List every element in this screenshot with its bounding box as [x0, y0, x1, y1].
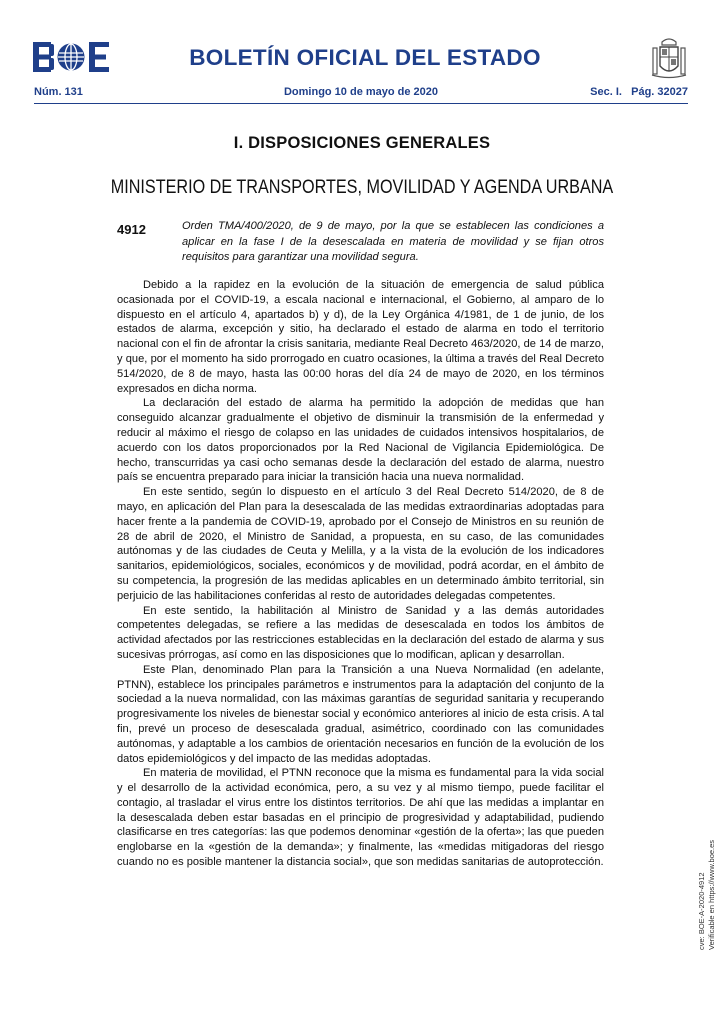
section-title: I. DISPOSICIONES GENERALES — [233, 134, 491, 152]
header-divider — [34, 103, 688, 104]
paragraph: Debido a la rapidez en la evolución de la situación de emergencia de salud pública ocasionada por el COVID-19, a escala nacional e internacional, el Gobierno, al amparo de lo dispuesto en el artículo 4, apartados b) y d), de la Ley Orgánica 4/1981, de 1 de junio, de los estados de alarma, excepción y sitio, ha declarado el estado de alarma en todo el territorio nacional con el fin de afrontar la crisis sanitaria, mediante Real Decreto 463/2020, de 14 de marzo, y que, por el momento ha sido prorrogado en cuatro ocasiones, la última a través del Real Decreto 514/2020, de 8 de mayo, hasta las 00:00 horas del día 24 de mayo de 2020, en los términos expresados en dicha norma. — [117, 279, 604, 395]
paragraph: En materia de movilidad, el PTNN reconoce que la misma es fundamental para la vida social y el desarrollo de la actividad económica, pero, a su vez y al mismo tiempo, puede facilitar el contagio, al trasladar el virus entre los distintos territorios. De ahí que las medidas a implantar en la desescalada deben estar basadas en el principio de progresividad y adaptabilidad, pudiendo clasificarse en tres categorías: las que podemos denominar «gestión de la oferta»; las que pueden englobarse en la «gestión de la demanda»; y finalmente, las «medidas mitigadoras del riesgo cuando no es posible mantener la distancia social», que son medidas sanitarias de autoprotección. — [117, 767, 604, 869]
ministry-title: MINISTERIO DE TRANSPORTES, MOVILIDAD Y AGENDA URBANA — [110, 176, 614, 198]
paragraph: En este sentido, la habilitación al Ministro de Sanidad y a las demás autoridades competentes delegadas, se refiere a las medidas de desescalada en todos los ámbitos de actividad afectados por las restricciones establecidas en la declaración del estado de alarma y sus sucesivas prórrogas, así como en las disposiciones que lo modifican, aplican y desarrollan. — [117, 604, 604, 661]
verification-note — [697, 840, 717, 950]
masthead-title: BOLETÍN OFICIAL DEL ESTADO — [189, 45, 541, 70]
boe-logo-graphic — [33, 42, 109, 72]
order-summary: Orden TMA/400/2020, de 9 de mayo, por la que se establecen las condiciones a aplicar en la fase I de la desescalada en materia de movilidad y se fijan otros requisitos para garantizar una movilidad segura. — [182, 220, 604, 264]
order-number: 4912 — [117, 222, 146, 237]
coat-of-arms-icon — [651, 36, 687, 80]
boe-logo — [33, 42, 109, 72]
paragraph: En este sentido, según lo dispuesto en el artículo 3 del Real Decreto 514/2020, de 8 de mayo, en aplicación del Plan para la desescalada de las medidas extraordinarias adoptadas para hacer frente a la pandemia de COVID-19, aprobado por el Consejo de Ministros en su reunión de 28 de abril de 2020, el Ministro de Sanidad, a propuesta, en su caso, de las comunidades autónomas y de las ciudades de Ceuta y Melilla, y a la vista de la evolución de los indicadores sanitarios, epidemiológicos, sociales, económicos y de movilidad, podrá acordar, en el ámbito de su competencia, la progresión de las medidas aplicables en un determinado ámbito territorial, sin perjuicio de las habilitaciones conferidas al resto de autoridades delegadas competentes. — [117, 486, 604, 602]
issue-number: Núm. 131 — [34, 86, 83, 98]
issue-date: Domingo 10 de mayo de 2020 — [283, 86, 439, 98]
cve-code: cve: BOE-A-2020-4912 — [697, 872, 706, 950]
section-page: Sec. I. Pág. 32027 — [590, 86, 688, 98]
paragraph: Este Plan, denominado Plan para la Transición a una Nueva Normalidad (en adelante, PTNN), establece los principales parámetros e instrumentos para la adaptación del conjunto de la sociedad a la nueva normalidad, con las máximas garantías de seguridad sanitaria y recuperando progresivamente los niveles de bienestar social y económico anteriores al inicio de esta crisis. A tal fin, prevé un proceso de desescalada gradual, asimétrico, coordinado con las comunidades autónomas, y adaptable a los cambios de orientación necesarios en función de la evolución de los datos epidemiológicos y del impacto de las medidas adoptadas. — [117, 663, 604, 765]
verification-link[interactable]: Verificable en https://www.boe.es — [707, 839, 716, 950]
paragraph: La declaración del estado de alarma ha permitido la adopción de medidas que han conseguido alcanzar gradualmente el objetivo de disminuir la transmisión de la enfermedad y reducir al máximo el riesgo de colapso en las unidades de cuidados intensivos hospitalarios, de acuerdo con los datos proporcionados por la Red Nacional de Vigilancia Epidemiológica. De hecho, transcurridas ya casi ocho semanas desde la declaración del estado de alarma, nuestro país se encuentra preparado para iniciar la transición hacia una nueva normalidad. — [117, 397, 604, 484]
issue-metadata-bar — [34, 86, 688, 102]
document-body — [117, 278, 604, 870]
